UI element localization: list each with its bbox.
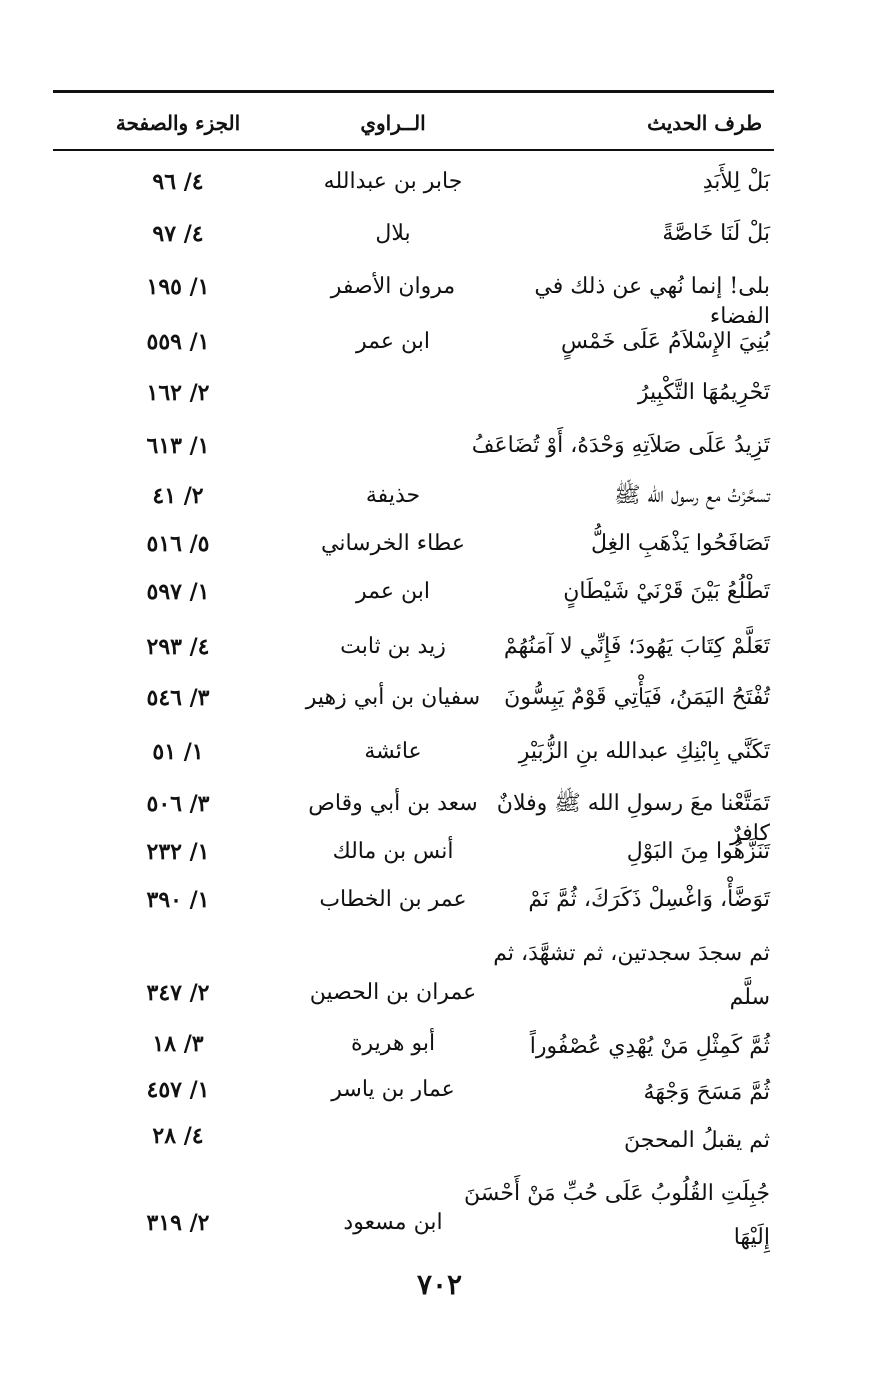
narrator: بلال bbox=[375, 221, 411, 246]
hadith-text: تسحَّرْتُ مع رسول الله ﷺ bbox=[613, 483, 770, 508]
page-ref: ٢/ ٤١ bbox=[152, 483, 204, 509]
page-ref: ٤/ ٢٨ bbox=[152, 1123, 204, 1149]
narrator: عائشة bbox=[364, 739, 422, 764]
hadith-text bbox=[470, 1071, 770, 1115]
narrator: ابن مسعود bbox=[343, 1210, 443, 1235]
hadith-text: تَوَضَّأْ، وَاغْسِلْ ذَكَرَكَ، ثُمَّ نَمْ bbox=[528, 887, 770, 912]
hadith-text bbox=[464, 1172, 770, 1260]
hadith-line: ثم يقبلُ المحجنَ bbox=[624, 1128, 770, 1153]
page-ref: ٢/ ٣٤٧ bbox=[146, 980, 210, 1006]
hadith-line: جُبِلَتِ القُلُوبُ عَلَى حُبِّ مَنْ أَحْسَنَ bbox=[464, 1181, 770, 1206]
page-ref: ١/ ٢٣٢ bbox=[146, 839, 210, 865]
page-ref: ١/ ٤٥٧ bbox=[146, 1077, 210, 1103]
page-ref: ١/ ١٩٥ bbox=[146, 274, 210, 300]
page-ref: ٣/ ١٨ bbox=[152, 1031, 204, 1057]
table-header bbox=[53, 103, 774, 143]
narrator: عمار بن ياسر bbox=[331, 1077, 455, 1102]
page-number: ٧٠٢ bbox=[416, 1268, 463, 1301]
hadith-text: تُفْتَحُ اليَمَنُ، فَيَأْتِي قَوْمٌ يَبِسُّونَ bbox=[504, 685, 770, 710]
hadith-text: بَلْ لِلأَبَدِ bbox=[702, 169, 770, 194]
narrator: عمران بن الحصين bbox=[309, 980, 477, 1005]
narrator: سعد بن أبي وقاص bbox=[308, 791, 478, 816]
narrator: ابن عمر bbox=[356, 579, 430, 604]
page-ref: ١/ ٥٥٩ bbox=[146, 329, 210, 355]
hadith-text: تَحْرِيمُهَا التَّكْبِيرُ bbox=[637, 380, 770, 405]
hadith-text: تَصَافَحُوا يَذْهَبِ الغِلُّ bbox=[590, 531, 770, 556]
hadith-text: تَكَنَّي بِابْنِكِ عبدالله بنِ الزُّبَيْرِ bbox=[518, 739, 770, 764]
header-volume-page: الجزء والصفحة bbox=[115, 111, 241, 135]
narrator: مروان الأصفر bbox=[330, 274, 456, 299]
hadith-text: تَزِيدُ عَلَى صَلاَتِهِ وَحْدَهُ، أَوْ تُضَاعَفُ bbox=[471, 433, 770, 458]
hadith-line: سلَّم bbox=[729, 985, 770, 1010]
hadith-line: ثُمَّ كَمِثْلِ مَنْ يُهْدِي عُصْفُوراً bbox=[529, 1034, 770, 1059]
hadith-text: تَطْلُعُ بَيْنَ قَرْنَيْ شَيْطَانٍ bbox=[563, 579, 770, 604]
narrator: زيد بن ثابت bbox=[340, 634, 446, 659]
hadith-text bbox=[470, 1025, 770, 1069]
hadith-line: ثُمَّ مَسَحَ وَجْهَهُ bbox=[643, 1080, 770, 1105]
header-hadith: طرف الحديث bbox=[647, 111, 762, 135]
page-ref: ٥/ ٥١٦ bbox=[146, 531, 210, 557]
hadith-text bbox=[470, 932, 770, 1020]
header-rule bbox=[53, 149, 774, 151]
page-ref: ٣/ ٥٤٦ bbox=[146, 685, 210, 711]
page-ref: ٤/ ٢٩٣ bbox=[146, 634, 210, 660]
narrator: عطاء الخرساني bbox=[321, 531, 465, 556]
narrator: أنس بن مالك bbox=[332, 839, 454, 864]
hadith-text: بَلْ لَنَا خَاصَّةً bbox=[662, 221, 770, 246]
narrator: جابر بن عبدالله bbox=[323, 169, 463, 194]
hadith-text: تَمَتَّعْنا معَ رسولِ الله ﷺ وفلانٌ كافرٌ bbox=[496, 791, 770, 846]
hadith-text: بلى! إنما نُهي عن ذلك في الفضاء bbox=[534, 274, 770, 329]
page-ref: ٤/ ٩٦ bbox=[152, 169, 204, 195]
hadith-text: تَنَزَّهُوا مِنَ البَوْلِ bbox=[626, 839, 770, 864]
hadith-text: بُنِيَ الإِسْلاَمُ عَلَى خَمْسٍ bbox=[560, 329, 770, 354]
page-ref: ١/ ٣٩٠ bbox=[146, 887, 210, 913]
header-narrator: الــراوي bbox=[360, 111, 426, 135]
hadith-line: ثم سجدَ سجدتين، ثم تشهَّدَ، ثم bbox=[493, 941, 770, 966]
narrator: أبو هريرة bbox=[350, 1031, 436, 1056]
hadith-line: إِلَيْهَا bbox=[733, 1225, 770, 1250]
page-ref: ١/ ٥١ bbox=[152, 739, 204, 765]
narrator: حذيفة bbox=[365, 483, 421, 508]
page-ref: ٢/ ٣١٩ bbox=[146, 1210, 210, 1236]
narrator: ابن عمر bbox=[356, 329, 430, 354]
hadith-text: تَعَلَّمْ كِتَابَ يَهُودَ؛ فَإِنِّي لا آمَنُهُمْ bbox=[503, 634, 770, 659]
narrator: سفيان بن أبي زهير bbox=[305, 685, 481, 710]
page-ref: ١/ ٦١٣ bbox=[146, 433, 210, 459]
page-ref: ٣/ ٥٠٦ bbox=[146, 791, 210, 817]
page-ref: ٤/ ٩٧ bbox=[152, 221, 204, 247]
page-ref: ٢/ ١٦٢ bbox=[146, 380, 210, 406]
top-rule bbox=[53, 90, 774, 93]
hadith-text bbox=[470, 1119, 770, 1163]
page-ref: ١/ ٥٩٧ bbox=[146, 579, 210, 605]
narrator: عمر بن الخطاب bbox=[319, 887, 467, 912]
